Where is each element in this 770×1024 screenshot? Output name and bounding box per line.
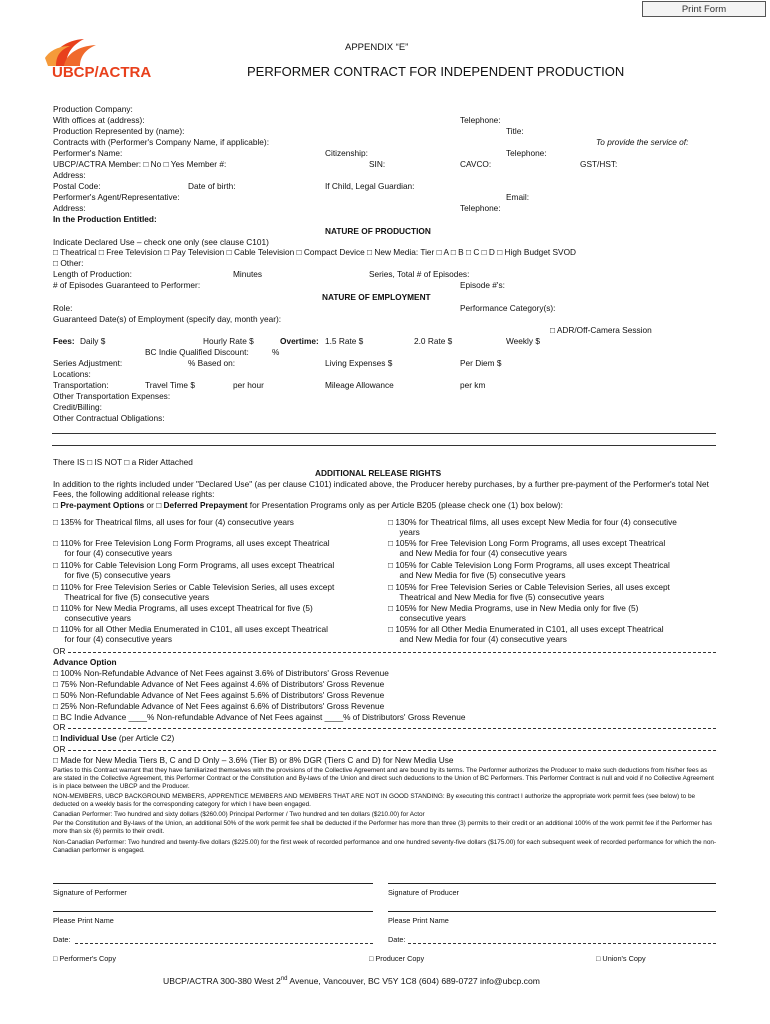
appendix-label: APPENDIX “E” xyxy=(345,42,409,53)
print-name-label: Please Print Name xyxy=(53,916,114,925)
signature-performer-label: Signature of Performer xyxy=(53,888,127,897)
fees-label: Fees: xyxy=(53,336,75,346)
section-heading: ADDITIONAL RELEASE RIGHTS xyxy=(315,468,442,478)
per-diem-label: Per Diem $ xyxy=(460,358,502,368)
member-label: UBCP/ACTRA Member: □ No □ Yes Member #: xyxy=(53,159,227,169)
divider xyxy=(52,445,716,446)
weekly-label: Weekly $ xyxy=(506,336,540,346)
or-label: OR xyxy=(53,744,66,754)
divider xyxy=(52,433,716,434)
bc-indie-label: BC Indie Qualified Discount: xyxy=(145,347,249,357)
advance-options xyxy=(53,668,465,723)
print-name-line[interactable] xyxy=(53,911,373,912)
prepay-option-right[interactable]: □ 105% for Cable Television Long Form Programs, all uses except Theatrical and New Media for five (5) consecutive years xyxy=(388,560,670,580)
provide-service-label: To provide the service of: xyxy=(596,137,689,147)
agent-label: Performer's Agent/Representative: xyxy=(53,192,180,202)
individual-use-note: (per Article C2) xyxy=(116,733,175,743)
prepayment-options[interactable]: □ Pre-payment Options xyxy=(53,500,145,510)
prepay-option-left[interactable]: □ 110% for Free Television Long Form Programs, all uses except Theatrical for four (4) consecutive years xyxy=(53,538,330,558)
hourly-label: Hourly Rate $ xyxy=(203,336,254,346)
section-heading: NATURE OF EMPLOYMENT xyxy=(322,292,431,302)
page-title: PERFORMER CONTRACT FOR INDEPENDENT PRODUCTION xyxy=(247,64,625,79)
additional-intro: In addition to the rights included under "Declared Use" (as per clause C101) indicated above, the Producer hereby purchases, by a further pre-payment of the Performer's total Net Fees, the following additional release rights: xyxy=(53,479,709,499)
percent-label: % xyxy=(272,347,280,357)
print-form-button[interactable]: Print Form xyxy=(642,1,766,17)
series-adjustment-label: Series Adjustment: xyxy=(53,358,123,368)
prepay-option-left[interactable]: □ 110% for Cable Television Long Form Programs, all uses except Theatrical for five (5) consecutive years xyxy=(53,560,335,580)
production-entitled-label: In the Production Entitled: xyxy=(53,214,157,224)
production-company-label: Production Company: xyxy=(53,104,133,114)
footer-text: Avenue, Vancouver, BC V5Y 1C8 (604) 689-0727 info@ubcp.com xyxy=(287,976,540,986)
rate-15-label: 1.5 Rate $ xyxy=(325,336,364,346)
travel-time-label: Travel Time $ xyxy=(145,380,195,390)
mileage-label: Mileage Allowance xyxy=(325,380,394,390)
individual-use-label: Individual Use xyxy=(60,733,117,743)
telephone-label: Telephone: xyxy=(506,148,547,158)
citizenship-label: Citizenship: xyxy=(325,148,368,158)
legal-paragraph: NON-MEMBERS, UBCP BACKGROUND MEMBERS, APPRENTICE MEMBERS AND MEMBERS THAT ARE NOT IN GOOD STANDING: By executing this contract I authorize the appropriate work permit fees (see below) to be deducted on a weekly basis for the corresponding category for which I have been engaged. xyxy=(53,793,696,809)
advance-option[interactable]: □ 100% Non-Refundable Advance of Net Fees against 3.6% of Distributors' Gross Revenue xyxy=(53,668,389,678)
address-label: Address: xyxy=(53,170,86,180)
signature-producer-label: Signature of Producer xyxy=(388,888,459,897)
episodes-guaranteed-label: # of Episodes Guaranteed to Performer: xyxy=(53,280,201,290)
print-name-label: Please Print Name xyxy=(388,916,449,925)
union-copy-checkbox[interactable]: □ Union's Copy xyxy=(596,954,646,963)
series-episodes-label: Series, Total # of Episodes: xyxy=(369,269,470,279)
section-heading: NATURE OF PRODUCTION xyxy=(325,226,431,236)
date-label: Date: xyxy=(388,935,406,944)
or-label: OR xyxy=(53,722,66,732)
rate-20-label: 2.0 Rate $ xyxy=(414,336,453,346)
locations-label: Locations: xyxy=(53,369,91,379)
or-divider xyxy=(68,652,716,653)
logo-text: UBCP/ACTRA xyxy=(52,64,152,81)
length-label: Length of Production: xyxy=(53,269,132,279)
signature-line[interactable] xyxy=(53,883,373,884)
prepay-option-left[interactable]: □ 135% for Theatrical films, all uses for four (4) consecutive years xyxy=(53,517,294,527)
other-checkbox[interactable]: □ Other: xyxy=(53,258,84,268)
guaranteed-dates-label: Guaranteed Date(s) of Employment (specify day, month year): xyxy=(53,314,282,324)
new-media-tiers-option[interactable]: □ Made for New Media Tiers B, C and D Only – 3.6% (Tier B) or 8% DGR (Tiers C and D) for New Media Use xyxy=(53,755,454,765)
per-hour-label: per hour xyxy=(233,380,264,390)
per-km-label: per km xyxy=(460,380,486,390)
logo xyxy=(40,32,240,82)
declared-use-label: Indicate Declared Use – check one only (see clause C101) xyxy=(53,237,269,247)
address-label: Address: xyxy=(53,203,86,213)
date-line[interactable] xyxy=(408,943,716,944)
checkbox-glyph: □ xyxy=(53,733,61,743)
postal-code-label: Postal Code: xyxy=(53,181,101,191)
prepay-option-right[interactable]: □ 130% for Theatrical films, all uses except New Media for four (4) consecutive years xyxy=(388,517,677,537)
gst-label: GST/HST: xyxy=(580,159,618,169)
advance-option[interactable]: □ 50% Non-Refundable Advance of Net Fees against 5.6% of Distributors' Gross Revenue xyxy=(53,690,385,700)
daily-label: Daily $ xyxy=(80,336,106,346)
footer-text: UBCP/ACTRA 300-380 West 2 xyxy=(163,976,281,986)
other-transport-label: Other Transportation Expenses: xyxy=(53,391,171,401)
telephone-label: Telephone: xyxy=(460,115,501,125)
date-line[interactable] xyxy=(75,943,373,944)
offices-label: With offices at (address): xyxy=(53,115,145,125)
footer-address xyxy=(163,976,540,986)
title-label: Title: xyxy=(506,126,524,136)
minutes-label: Minutes xyxy=(233,269,263,279)
living-expenses-label: Living Expenses $ xyxy=(325,358,393,368)
prepay-option-left[interactable]: □ 110% for Free Television Series or Cable Television Series, all uses except Theatrical for five (5) consecutive years xyxy=(53,582,335,602)
role-label: Role: xyxy=(53,303,73,313)
legal-paragraph: Parties to this Contract warrant that they have familiarized themselves with the provisions of the Collective Agreement and are bound by its terms. The Performer authorizes the Producer to make such deductions from his/her fees as are stated in the Collective Agreement, this Performer Contract or the Constitution and By-laws of the Union and direct such deductions to the Union of BC Performers. This Performer Contract is null and void if no Collective Agreement is in place between the UBCP and the Producer. xyxy=(53,767,714,791)
or-divider xyxy=(68,750,716,751)
advance-option[interactable]: □ BC Indie Advance ____% Non-refundable Advance of Net Fees against ____% of Distributors' Gross Revenue xyxy=(53,712,466,722)
declared-use-options[interactable]: □ Theatrical □ Free Television □ Pay Television □ Cable Television □ Compact Device □ New Media: Tier □ A □ B □ C □ D □ High Budget SVOD xyxy=(53,247,577,257)
email-label: Email: xyxy=(506,192,530,202)
print-name-line[interactable] xyxy=(388,911,716,912)
transportation-label: Transportation: xyxy=(53,380,109,390)
sin-label: SIN: xyxy=(369,159,386,169)
right-option-column xyxy=(388,517,718,645)
contracts-with-label: Contracts with (Performer's Company Name, if applicable): xyxy=(53,137,269,147)
signature-line[interactable] xyxy=(388,883,716,884)
adr-checkbox[interactable]: □ ADR/Off-Camera Session xyxy=(550,325,652,335)
category-label: Performance Category(s): xyxy=(460,303,556,313)
cavco-label: CAVCO: xyxy=(460,159,492,169)
producer-copy-checkbox[interactable]: □ Producer Copy xyxy=(369,954,425,963)
prepay-option-left[interactable]: □ 110% for New Media Programs, all uses except Theatrical for five (5) consecutive years xyxy=(53,603,313,623)
represented-by-label: Production Represented by (name): xyxy=(53,126,185,136)
date-label: Date: xyxy=(53,935,71,944)
other-obligations-label: Other Contractual Obligations: xyxy=(53,413,165,423)
overtime-label: Overtime: xyxy=(280,336,319,346)
based-on-label: % Based on: xyxy=(188,358,236,368)
prepay-option-right[interactable]: □ 105% for all Other Media Enumerated in C101, all uses except Theatrical and New Media for four (4) consecutive years xyxy=(388,624,664,644)
prepay-option-right[interactable]: □ 105% for Free Television Long Form Programs, all uses except Theatrical and New Media for four (4) consecutive years xyxy=(388,538,666,558)
individual-use-option[interactable] xyxy=(53,733,174,743)
prepay-option-right[interactable]: □ 105% for New Media Programs, use in New Media only for five (5) consecutive years xyxy=(388,603,639,623)
rider-checkbox[interactable]: There IS □ IS NOT □ a Rider Attached xyxy=(53,457,193,467)
dob-label: Date of birth: xyxy=(188,181,236,191)
or-label: OR xyxy=(53,646,66,656)
advance-option[interactable]: □ 25% Non-Refundable Advance of Net Fees against 6.6% of Distributors' Gross Revenue xyxy=(53,701,385,711)
performer-name-label: Performer's Name: xyxy=(53,148,123,158)
prepayment-line[interactable] xyxy=(53,500,563,510)
telephone-label: Telephone: xyxy=(460,203,501,213)
legal-paragraph: Per the Constitution and By-laws of the Union, an additional 50% of the work permit fee shall be deducted if the Performer has more than three (3) permits to their credit or an additional 100% of the work permit fee if the Performer has more than six (6) permits to their credit. xyxy=(53,820,712,836)
prepay-option-left[interactable]: □ 110% for all Other Media Enumerated in C101, all uses except Theatrical for four (4) consecutive years xyxy=(53,624,328,644)
performer-copy-checkbox[interactable]: □ Performer's Copy xyxy=(53,954,116,963)
advance-heading: Advance Option xyxy=(53,657,117,667)
prepay-option-right[interactable]: □ 105% for Free Television Series or Cable Television Series, all uses except Theatrical and New Media for five (5) consecutive years xyxy=(388,582,670,602)
legal-paragraph: Canadian Performer: Two hundred and sixty dollars ($260.00) Principal Performer / Two hundred and ten dollars ($210.00) for Actor xyxy=(53,811,425,818)
credit-label: Credit/Billing: xyxy=(53,402,102,412)
footer-superscript: nd xyxy=(280,976,288,983)
or-divider xyxy=(68,728,716,729)
prepayment-note: for Presentation Programs only as per Article B205 (please check one (1) box below): xyxy=(247,500,563,510)
episode-numbers-label: Episode #'s: xyxy=(460,280,505,290)
deferred-prepayment[interactable]: Deferred Prepayment xyxy=(163,500,248,510)
legal-paragraph: Non-Canadian Performer: Two hundred and twenty-five dollars ($225.00) for the first week of recorded performance and one hundred seventy-five dollars ($175.00) for each subsequent week of recorded performance for which the non-Canadian performer is engaged. xyxy=(53,839,717,855)
or-connector: or □ xyxy=(144,500,164,510)
left-option-column xyxy=(53,517,383,645)
advance-option[interactable]: □ 75% Non-Refundable Advance of Net Fees against 4.6% of Distributors' Gross Revenue xyxy=(53,679,385,689)
guardian-label: If Child, Legal Guardian: xyxy=(325,181,415,191)
